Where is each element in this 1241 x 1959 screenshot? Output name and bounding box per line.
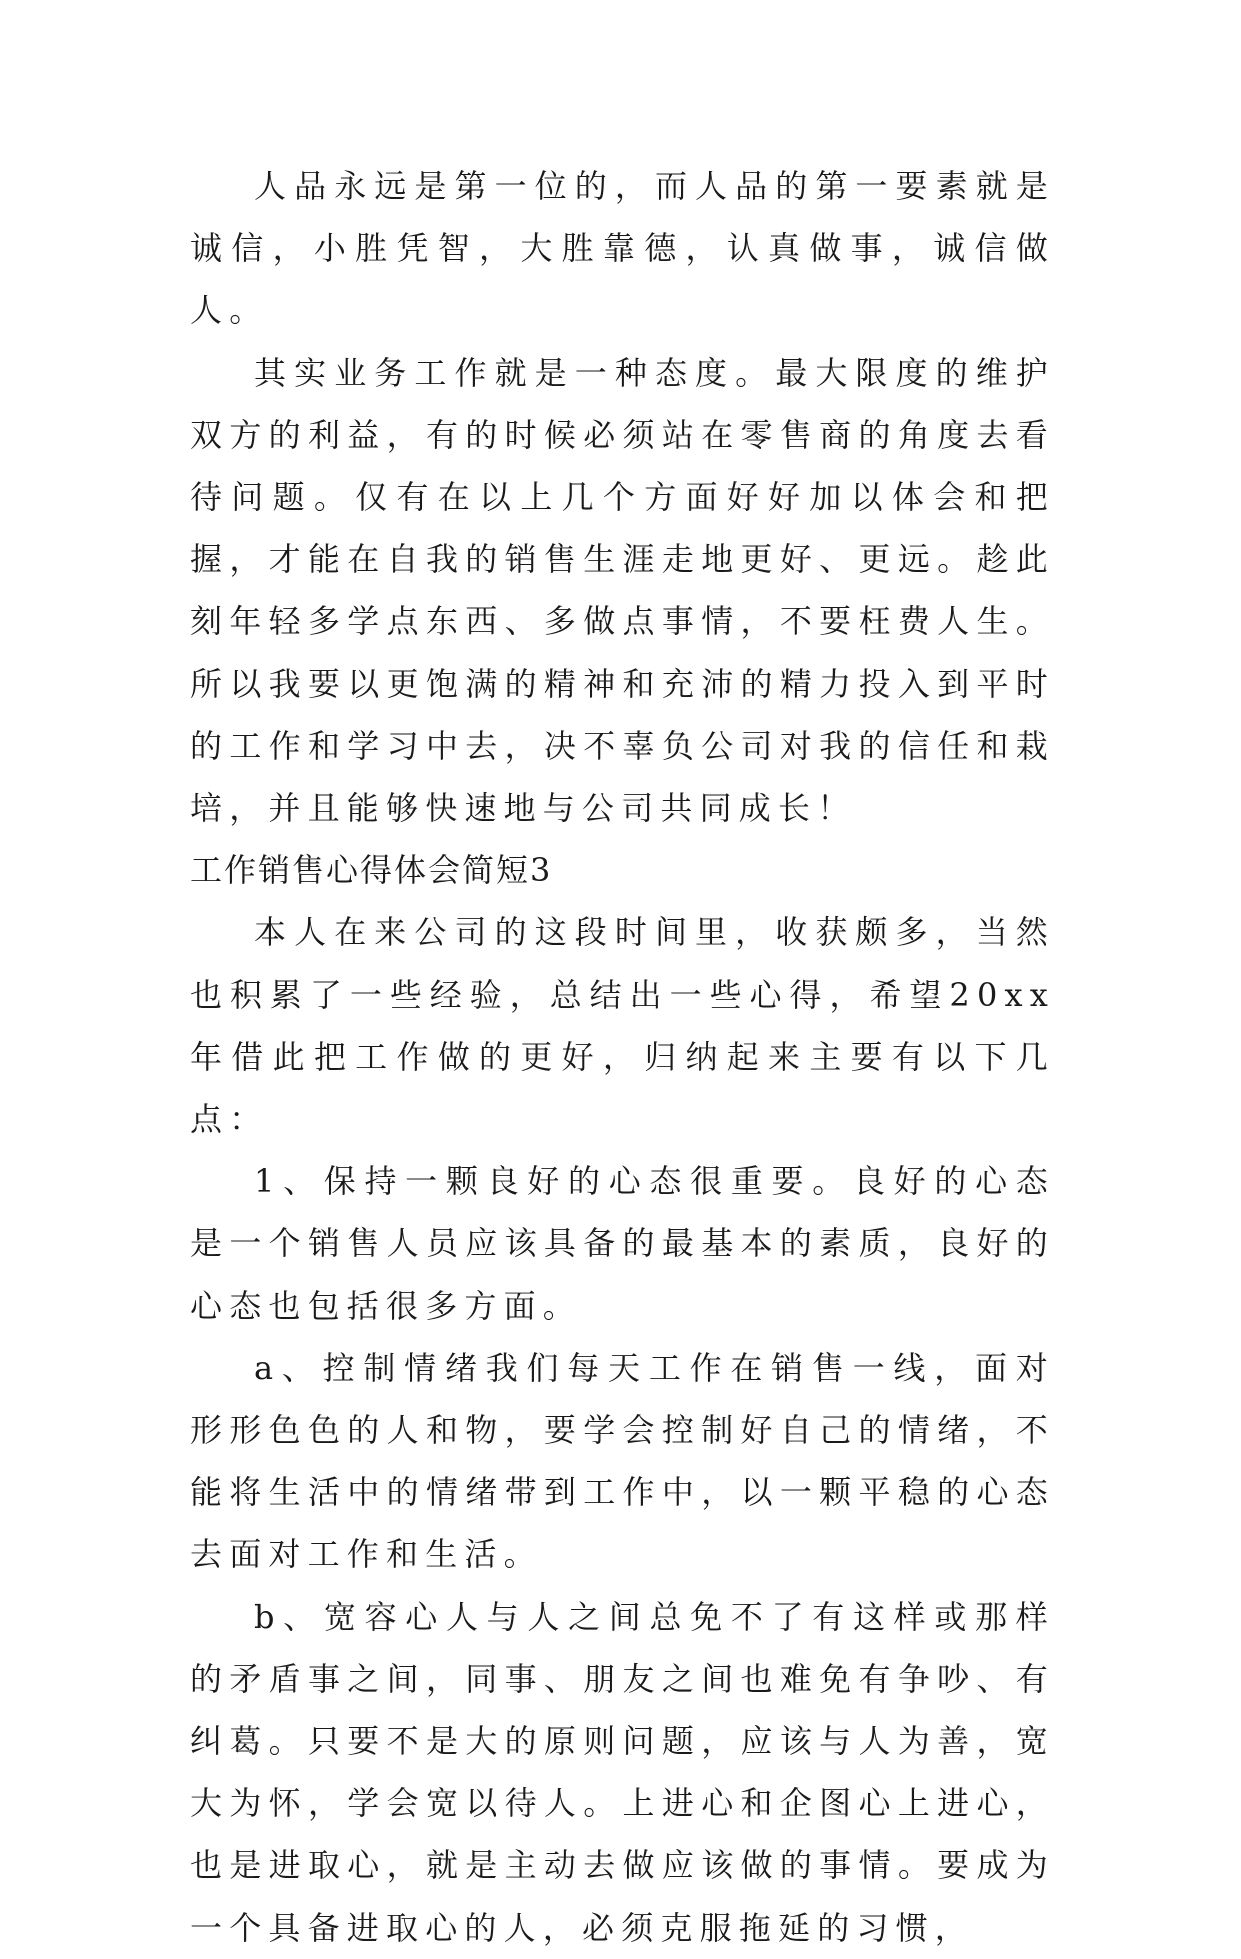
paragraph-intro: 本人在来公司的这段时间里，收获颇多，当然也积累了一些经验，总结出一些心得，希望20xx年借此把工作做的更好，归纳起来主要有以下几点：: [190, 913, 1055, 1139]
paragraph-point-1: 1、保持一颗良好的心态很重要。良好的心态是一个销售人员应该具备的最基本的素质，良好的心态也包括很多方面。: [190, 1162, 1055, 1325]
paragraph-point-a: a、控制情绪我们每天工作在销售一线，面对形形色色的人和物，要学会控制好自己的情绪，不能将生活中的情绪带到工作中，以一颗平稳的心态去面对工作和生活。: [190, 1348, 1055, 1574]
section-heading: 工作销售心得体会简短3: [190, 851, 553, 890]
paragraph-attitude: 其实业务工作就是一种态度。最大限度的维护双方的利益，有的时候必须站在零售商的角度去看待问题。仅有在以上几个方面好好加以体会和把握，才能在自我的销售生涯走地更好、更远。趁此刻年轻多学点东西、多做点事情，不要枉费人生。所以我要以更饱满的精神和充沛的精力投入到平时的工作和学习中去，决不辜负公司对我的信任和栽培，并且能够快速地与公司共同成长！: [190, 353, 1055, 828]
document-body: [190, 155, 1055, 1959]
paragraph-integrity: 人品永远是第一位的，而人品的第一要素就是诚信，小胜凭智，大胜靠德，认真做事，诚信做人。: [190, 167, 1055, 330]
paragraph-point-b: b、宽容心人与人之间总免不了有这样或那样的矛盾事之间，同事、朋友之间也难免有争吵、有纠葛。只要不是大的原则问题，应该与人为善，宽大为怀，学会宽以待人。上进心和企图心上进心，也是进取心，就是主动去做应该做的事情。要成为一个具备进取心的人，必须克服拖延的习惯，: [190, 1597, 1055, 1947]
